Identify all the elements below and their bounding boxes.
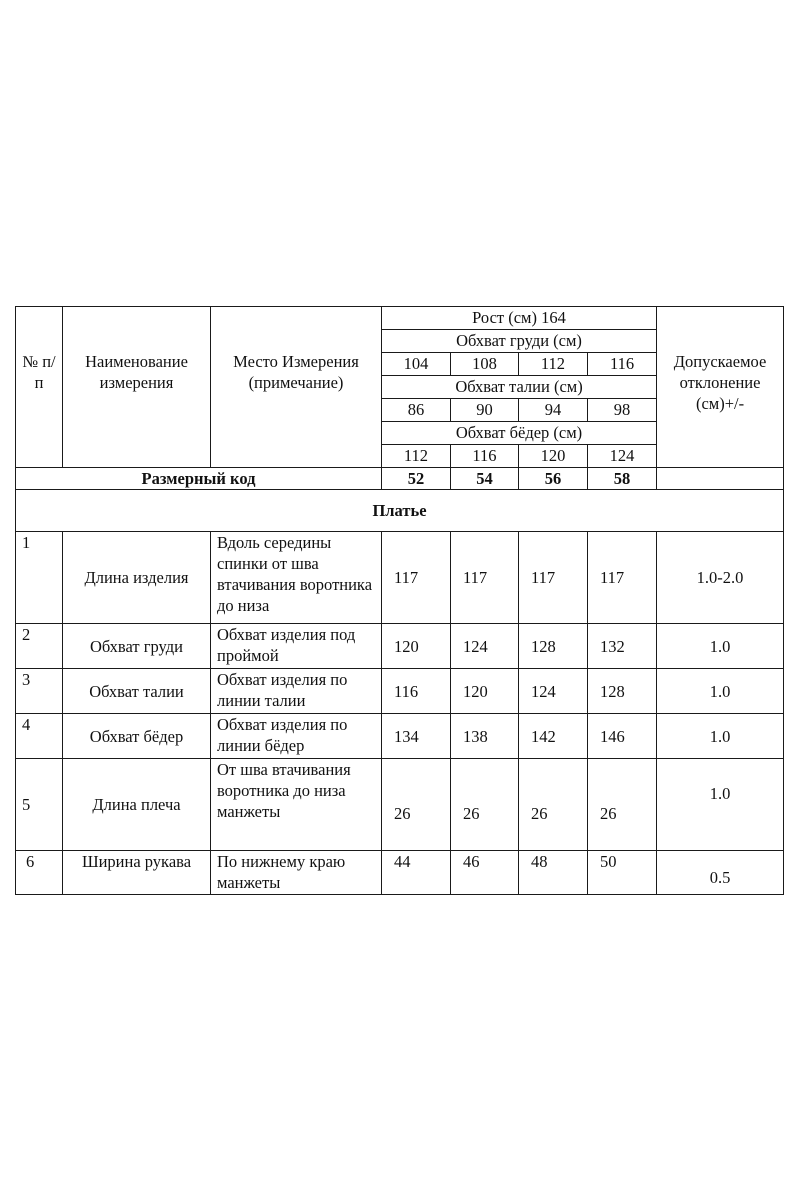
row-value: 120 <box>451 669 519 714</box>
row-name: Обхват груди <box>63 624 211 669</box>
row-value: 117 <box>519 532 588 624</box>
row-value: 120 <box>382 624 451 669</box>
header-waist-value: 90 <box>451 399 519 422</box>
table-row <box>16 532 784 624</box>
row-tolerance: 1.0 <box>657 624 784 669</box>
table-row <box>16 669 784 714</box>
row-value: 50 <box>588 851 657 895</box>
header-height: Рост (см) 164 <box>382 307 657 330</box>
section-title: Платье <box>16 490 784 532</box>
header-hips-value: 112 <box>382 445 451 468</box>
row-name: Обхват бёдер <box>63 714 211 759</box>
row-value: 142 <box>519 714 588 759</box>
header-waist-label: Обхват талии (см) <box>382 376 657 399</box>
row-value: 128 <box>519 624 588 669</box>
row-name: Длина плеча <box>63 759 211 851</box>
row-place: От шва втачивания воротника до низа манжеты <box>211 759 382 851</box>
row-value: 117 <box>451 532 519 624</box>
row-place: Вдоль середины спинки от шва втачивания воротника до низа <box>211 532 382 624</box>
row-number: 4 <box>16 714 63 759</box>
row-value: 117 <box>588 532 657 624</box>
header-chest-value: 104 <box>382 353 451 376</box>
row-tolerance: 1.0-2.0 <box>657 532 784 624</box>
row-value: 26 <box>588 759 657 851</box>
row-number: 6 <box>16 851 63 895</box>
row-value: 146 <box>588 714 657 759</box>
header-measurement-place: Место Измерения (примечание) <box>211 307 382 468</box>
size-code-label: Размерный код <box>16 468 382 490</box>
header-chest-label: Обхват груди (см) <box>382 330 657 353</box>
row-value: 132 <box>588 624 657 669</box>
header-hips-value: 116 <box>451 445 519 468</box>
header-measurement-name: Наименование измерения <box>63 307 211 468</box>
header-waist-value: 86 <box>382 399 451 422</box>
header-chest-value: 116 <box>588 353 657 376</box>
row-value: 124 <box>519 669 588 714</box>
header-hips-value: 124 <box>588 445 657 468</box>
row-place: По нижнему краю манжеты <box>211 851 382 895</box>
row-value: 26 <box>382 759 451 851</box>
row-name: Длина изделия <box>63 532 211 624</box>
header-chest-value: 108 <box>451 353 519 376</box>
row-value: 124 <box>451 624 519 669</box>
header-hips-label: Обхват бёдер (см) <box>382 422 657 445</box>
header-tolerance: Допускаемое отклонение (см)+/- <box>657 307 784 468</box>
header-number: № п/п <box>16 307 63 468</box>
row-value: 26 <box>451 759 519 851</box>
size-table <box>15 306 784 895</box>
header-chest-value: 112 <box>519 353 588 376</box>
size-code-value: 54 <box>451 468 519 490</box>
header-waist-value: 98 <box>588 399 657 422</box>
row-tolerance: 1.0 <box>657 669 784 714</box>
row-number: 5 <box>16 759 63 851</box>
row-tolerance: 1.0 <box>657 714 784 759</box>
row-tolerance: 0.5 <box>657 851 784 895</box>
row-value: 117 <box>382 532 451 624</box>
row-value: 48 <box>519 851 588 895</box>
row-value: 138 <box>451 714 519 759</box>
row-value: 26 <box>519 759 588 851</box>
row-value: 128 <box>588 669 657 714</box>
size-code-empty <box>657 468 784 490</box>
header-hips-value: 120 <box>519 445 588 468</box>
row-place: Обхват изделия под проймой <box>211 624 382 669</box>
row-number: 2 <box>16 624 63 669</box>
row-value: 46 <box>451 851 519 895</box>
row-value: 44 <box>382 851 451 895</box>
size-code-value: 56 <box>519 468 588 490</box>
size-code-value: 52 <box>382 468 451 490</box>
row-number: 3 <box>16 669 63 714</box>
table-row <box>16 624 784 669</box>
row-value: 134 <box>382 714 451 759</box>
row-value: 116 <box>382 669 451 714</box>
row-place: Обхват изделия по линии талии <box>211 669 382 714</box>
row-name: Ширина рукава <box>63 851 211 895</box>
row-name: Обхват талии <box>63 669 211 714</box>
size-code-value: 58 <box>588 468 657 490</box>
table-row <box>16 714 784 759</box>
row-tolerance: 1.0 <box>657 759 784 851</box>
table-row <box>16 759 784 851</box>
row-place: Обхват изделия по линии бёдер <box>211 714 382 759</box>
header-waist-value: 94 <box>519 399 588 422</box>
row-number: 1 <box>16 532 63 624</box>
table-row <box>16 851 784 895</box>
